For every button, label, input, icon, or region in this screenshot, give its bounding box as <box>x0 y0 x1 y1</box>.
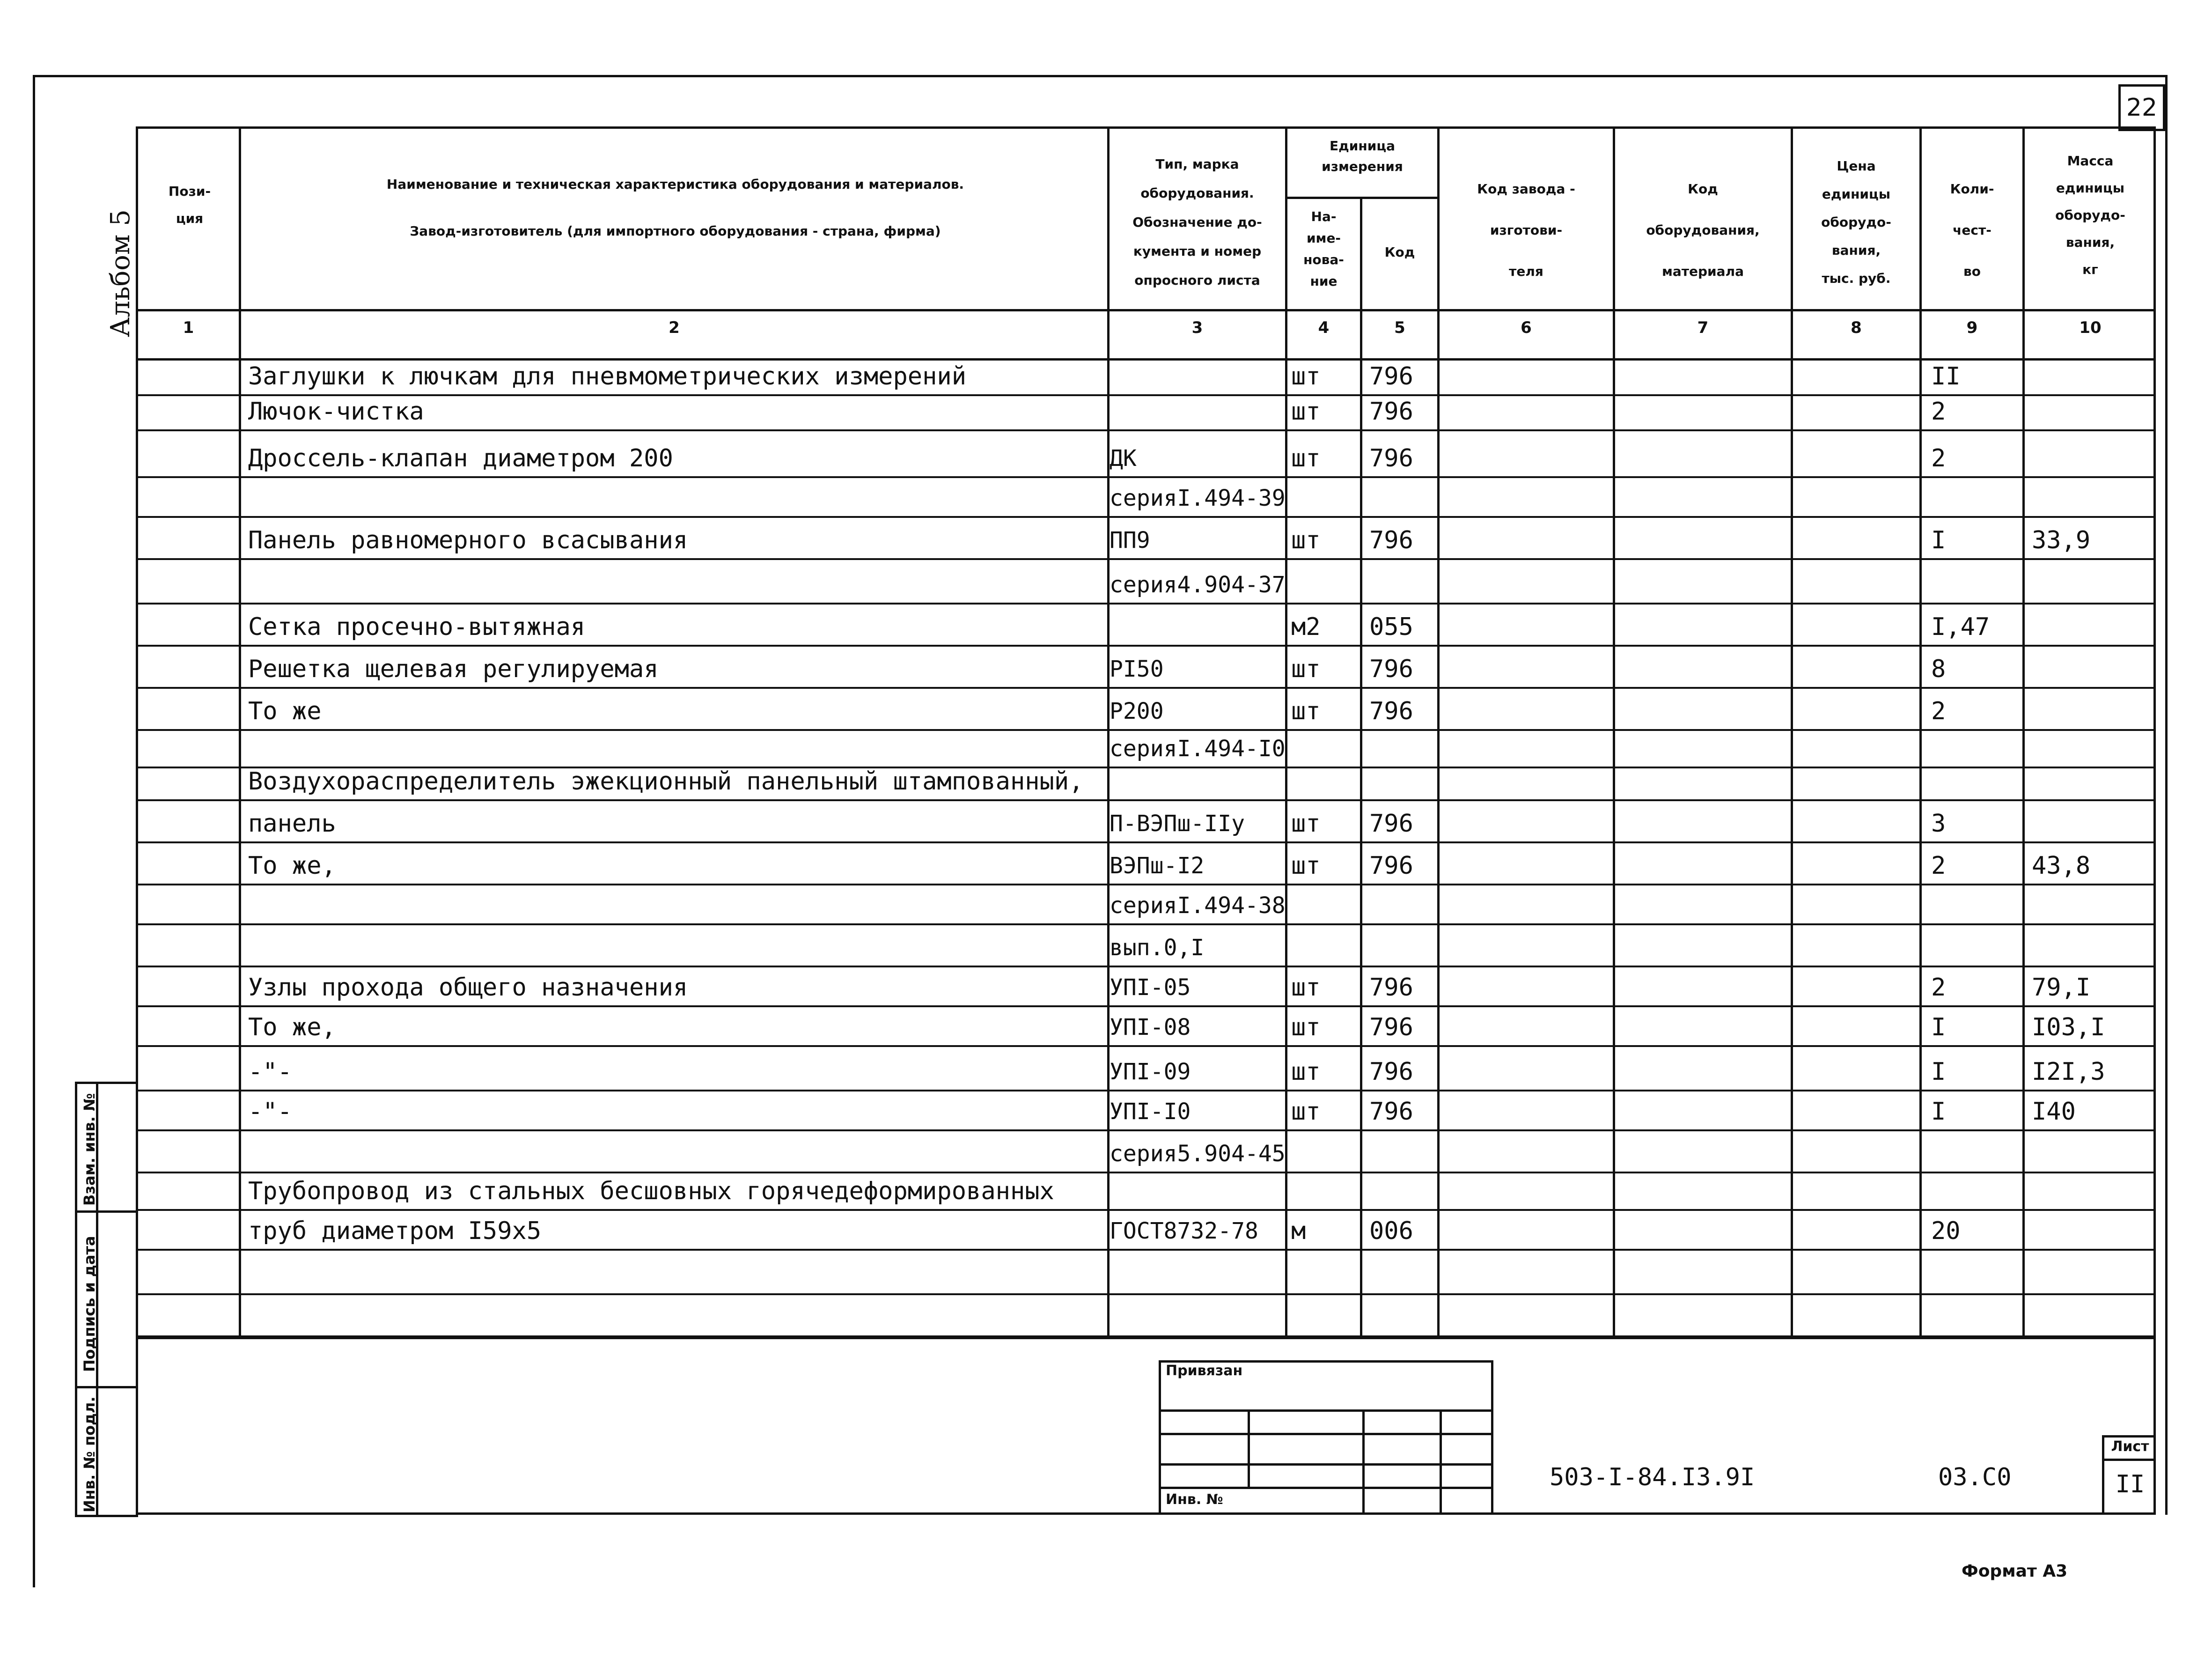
cell-name: -"- <box>248 1098 292 1126</box>
cell-code: 006 <box>1369 1217 1413 1245</box>
cell-unit: шт <box>1291 526 1321 554</box>
row-separator <box>136 841 2156 843</box>
cell-type: ДК <box>1110 445 1137 472</box>
colnum-2: 2 <box>669 318 680 337</box>
row-separator <box>136 966 2156 967</box>
unit-header-split <box>1285 197 1437 199</box>
page-number: 22 <box>2126 94 2158 122</box>
header-c3: Тип, марка оборудования. Обозначение до- кумента и номер опросного листа <box>1132 156 1262 288</box>
row-separator <box>136 603 2156 605</box>
col-line-3 <box>1285 126 1287 1337</box>
row-separator <box>136 729 2156 731</box>
cell-qty: 2 <box>1931 973 1946 1002</box>
cell-type: УПI-08 <box>1110 1014 1191 1040</box>
privyazan-col-2 <box>1362 1409 1365 1515</box>
cell-qty: I <box>1931 1058 1946 1086</box>
cell-type: серияI.494-39 <box>1110 485 1286 511</box>
cell-type: УПI-05 <box>1110 974 1191 1001</box>
cell-unit: шт <box>1291 1098 1321 1126</box>
cell-name: То же <box>248 697 322 725</box>
sheet-number: II <box>2115 1470 2145 1498</box>
vzam-inv-label: Взам. инв. № <box>81 1093 98 1206</box>
cell-name: -"- <box>248 1058 292 1086</box>
privyazan-line-1 <box>1159 1409 1493 1412</box>
row-separator <box>136 429 2156 431</box>
inv-podl-label: Инв. № подл. <box>81 1396 98 1512</box>
cell-type: вып.0,I <box>1110 935 1205 961</box>
header-c8: Цена единицы оборудо- вания, тыс. руб. <box>1821 158 1891 286</box>
colnum-4: 4 <box>1318 318 1330 337</box>
cell-name: То же, <box>248 1013 336 1041</box>
cell-code: 796 <box>1369 810 1413 838</box>
cell-qty: 2 <box>1931 852 1946 880</box>
colnum-6: 6 <box>1521 318 1532 337</box>
header-c6: Код завода - изготови- теля <box>1477 181 1575 279</box>
cell-type: серия4.904-37 <box>1110 572 1286 598</box>
sheet-number-sep <box>2102 1459 2156 1461</box>
cell-code: 796 <box>1369 526 1413 554</box>
cell-qty: 2 <box>1931 444 1946 472</box>
privyazan-line-2 <box>1159 1433 1493 1435</box>
cell-code: 796 <box>1369 398 1413 426</box>
cell-qty: I <box>1931 526 1946 554</box>
cell-code: 796 <box>1369 362 1413 391</box>
row-separator <box>136 1209 2156 1211</box>
header-c2b: Завод-изготовитель (для импортного оборудования - страна, фирма) <box>410 223 941 239</box>
cell-type: серияI.494-I0 <box>1110 736 1286 762</box>
cell-code: 796 <box>1369 852 1413 880</box>
colnum-7: 7 <box>1697 318 1709 337</box>
cell-type: УПI-I0 <box>1110 1099 1191 1125</box>
row-separator <box>136 645 2156 647</box>
col-line-1 <box>239 126 241 1337</box>
doc-code: 503-I-84.I3.9I <box>1550 1463 1755 1491</box>
cell-type: ПП9 <box>1110 527 1150 553</box>
cell-code: 796 <box>1369 444 1413 472</box>
format-label: Формат А3 <box>1962 1562 2068 1581</box>
cell-name: Лючок-чистка <box>248 398 424 426</box>
cell-code: 796 <box>1369 697 1413 725</box>
cell-qty: I <box>1931 1013 1946 1041</box>
row-separator <box>136 1129 2156 1131</box>
cell-unit: шт <box>1291 973 1321 1002</box>
row-separator <box>136 1045 2156 1047</box>
row-separator <box>136 1335 2156 1337</box>
header-c9: Коли- чест- во <box>1950 181 1994 279</box>
cell-mass: 79,I <box>2032 973 2091 1002</box>
cell-unit: шт <box>1291 852 1321 880</box>
row-separator <box>136 687 2156 689</box>
colnum-5: 5 <box>1394 318 1405 337</box>
header-c1: Пози- ция <box>168 184 211 226</box>
header-c2a: Наименование и техническая характеристика оборудования и материалов. <box>386 177 964 192</box>
row-separator <box>136 1293 2156 1295</box>
cell-type: Р200 <box>1110 698 1164 724</box>
cell-qty: I <box>1931 1098 1946 1126</box>
cell-unit: шт <box>1291 1013 1321 1041</box>
cell-qty: 3 <box>1931 810 1946 838</box>
colnum-1: 1 <box>183 318 194 337</box>
cell-code: 796 <box>1369 655 1413 683</box>
sheet-label: Лист <box>2111 1438 2149 1455</box>
cell-mass: I03,I <box>2032 1013 2105 1041</box>
cell-unit: шт <box>1291 398 1321 426</box>
cell-type: УПI-09 <box>1110 1059 1191 1085</box>
col-line-7 <box>1791 126 1793 1337</box>
row-separator <box>136 476 2156 478</box>
cell-name: Заглушки к лючкам для пневмометрических измерений <box>248 362 967 391</box>
cell-qty: 2 <box>1931 398 1946 426</box>
album-label: Альбом 5 <box>105 209 136 337</box>
cell-name: Воздухораспределитель эжекционный панельный штампованный, <box>248 767 1084 796</box>
cell-qty: 2 <box>1931 697 1946 725</box>
cell-qty: 8 <box>1931 655 1946 683</box>
cell-name: Решетка щелевая регулируемая <box>248 655 659 683</box>
outer-top-border <box>33 75 2168 77</box>
cell-mass: 43,8 <box>2032 852 2091 880</box>
header-c5: Код <box>1384 244 1415 260</box>
cell-type: П-ВЭПш-IIу <box>1110 811 1245 837</box>
col-line-6 <box>1613 126 1615 1337</box>
cell-name: Трубопровод из стальных бесшовных горячедеформированных <box>248 1177 1054 1205</box>
col-line-8 <box>1919 126 1922 1337</box>
outer-left-border <box>33 75 35 1587</box>
side-stamp-sep-1 <box>75 1210 138 1213</box>
cell-name: То же, <box>248 852 336 880</box>
row-separator <box>136 1249 2156 1251</box>
cell-name: панель <box>248 810 336 838</box>
cell-mass: 33,9 <box>2032 526 2091 554</box>
row-separator <box>136 884 2156 885</box>
col-line-5 <box>1437 126 1440 1337</box>
cell-type: ГОСТ8732-78 <box>1110 1218 1258 1244</box>
outer-right-border <box>2165 75 2168 1515</box>
cell-type: серия5.904-45 <box>1110 1141 1286 1167</box>
cell-unit: м <box>1291 1217 1306 1245</box>
cell-qty: I,47 <box>1931 613 1990 641</box>
cell-unit: шт <box>1291 444 1321 472</box>
cell-name: Панель равномерного всасывания <box>248 526 688 554</box>
cell-unit: шт <box>1291 362 1321 391</box>
privyazan-label: Привязан <box>1166 1363 1243 1379</box>
cell-unit: шт <box>1291 1058 1321 1086</box>
cell-code: 796 <box>1369 1058 1413 1086</box>
row-separator <box>136 1005 2156 1007</box>
colnum-8: 8 <box>1851 318 1862 337</box>
cell-code: 796 <box>1369 1013 1413 1041</box>
colnum-10: 10 <box>2079 318 2102 337</box>
privyazan-line-4 <box>1159 1487 1493 1489</box>
cell-type: серияI.494-38 <box>1110 892 1286 919</box>
col-line-9 <box>2022 126 2025 1337</box>
cell-mass: I40 <box>2032 1098 2076 1126</box>
privyazan-col-1 <box>1248 1409 1250 1487</box>
sign-date-label: Подпись и дата <box>81 1236 98 1372</box>
cell-unit: шт <box>1291 655 1321 683</box>
cell-qty: 20 <box>1931 1217 1961 1245</box>
cell-type: РI50 <box>1110 656 1164 682</box>
row-separator <box>136 799 2156 801</box>
cell-type: ВЭПш-I2 <box>1110 853 1205 879</box>
row-separator <box>136 516 2156 518</box>
page-number-box <box>2118 84 2165 131</box>
header-c4: На- име- нова- ние <box>1303 209 1344 289</box>
colnum-9: 9 <box>1966 318 1978 337</box>
cell-unit: шт <box>1291 697 1321 725</box>
cell-mass: I2I,3 <box>2032 1058 2105 1086</box>
row-separator <box>136 1090 2156 1091</box>
side-stamp-sep-2 <box>75 1386 138 1388</box>
header-c10: Масса единицы оборудо- вания, кг <box>2055 153 2125 277</box>
header-c7: Код оборудования, материала <box>1646 181 1760 279</box>
row-separator <box>136 923 2156 925</box>
cell-code: 055 <box>1369 613 1413 641</box>
row-separator <box>136 394 2156 396</box>
doc-section: 03.С0 <box>1938 1463 2012 1491</box>
cell-unit: м2 <box>1291 613 1321 641</box>
cell-name: Дроссель-клапан диаметром 200 <box>248 444 673 472</box>
cell-name: Узлы прохода общего назначения <box>248 973 688 1002</box>
inv-no-label: Инв. № <box>1166 1491 1223 1508</box>
row-separator <box>136 1172 2156 1173</box>
row-separator <box>136 558 2156 560</box>
header-bottom-line <box>136 309 2156 311</box>
cell-name: Сетка просечно-вытяжная <box>248 613 586 641</box>
cell-code: 796 <box>1369 973 1413 1002</box>
cell-name: труб диаметром I59х5 <box>248 1217 542 1245</box>
cell-qty: II <box>1931 362 1961 391</box>
header-c45: Единица измерения <box>1322 138 1403 174</box>
cell-code: 796 <box>1369 1098 1413 1126</box>
colnum-3: 3 <box>1191 318 1203 337</box>
privyazan-line-3 <box>1159 1463 1493 1466</box>
cell-unit: шт <box>1291 810 1321 838</box>
privyazan-col-3 <box>1440 1409 1442 1515</box>
